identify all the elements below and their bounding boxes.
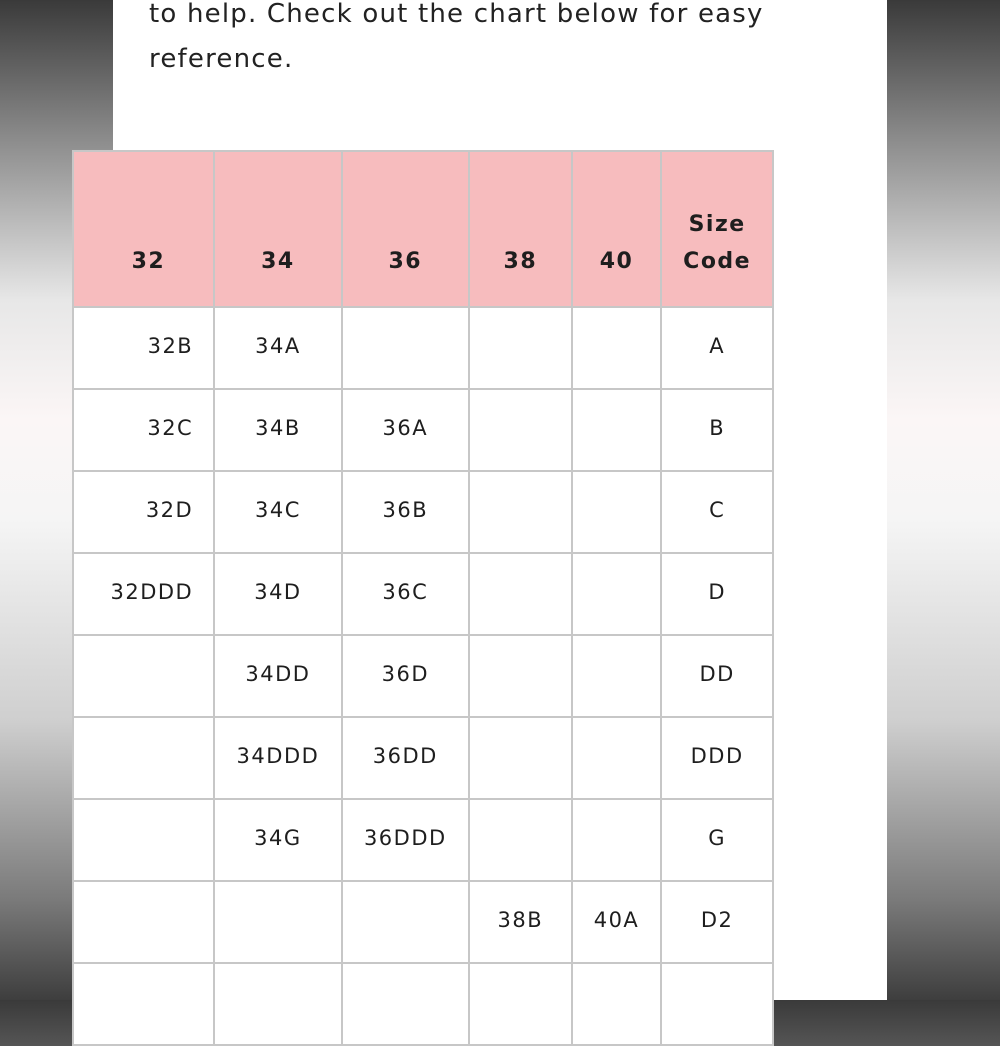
table-cell xyxy=(342,881,469,963)
blurred-backdrop-right xyxy=(887,0,1000,1000)
table-cell xyxy=(661,963,773,1045)
table-cell: 34DDD xyxy=(214,717,341,799)
table-cell xyxy=(214,881,341,963)
table-row xyxy=(73,471,773,553)
table-cell: 32D xyxy=(73,471,214,553)
table-cell: 36A xyxy=(342,389,469,471)
size-chart-header xyxy=(73,151,773,307)
header-band-32: 32 xyxy=(73,151,214,307)
table-cell xyxy=(572,799,662,881)
table-cell: 38B xyxy=(469,881,572,963)
header-band-36: 36 xyxy=(342,151,469,307)
table-cell: 36DDD xyxy=(342,799,469,881)
size-chart-container xyxy=(110,150,851,1000)
table-cell: A xyxy=(661,307,773,389)
table-cell: 36DD xyxy=(342,717,469,799)
table-cell: 34D xyxy=(214,553,341,635)
table-row xyxy=(73,717,773,799)
header-band-40: 40 xyxy=(572,151,662,307)
table-cell: 34C xyxy=(214,471,341,553)
table-row xyxy=(73,881,773,963)
table-cell: 32B xyxy=(73,307,214,389)
table-cell: 40A xyxy=(572,881,662,963)
table-cell xyxy=(342,307,469,389)
header-band-34: 34 xyxy=(214,151,341,307)
table-cell xyxy=(572,717,662,799)
table-cell: 32DDD xyxy=(73,553,214,635)
table-cell xyxy=(572,635,662,717)
table-cell xyxy=(73,881,214,963)
table-cell xyxy=(469,635,572,717)
size-chart-body xyxy=(73,307,773,1045)
table-cell xyxy=(214,963,341,1045)
intro-line-2: reference. xyxy=(149,44,294,74)
table-cell xyxy=(572,307,662,389)
size-chart-table xyxy=(72,150,774,1046)
table-cell: 36C xyxy=(342,553,469,635)
table-cell: 34G xyxy=(214,799,341,881)
table-cell: B xyxy=(661,389,773,471)
content-panel xyxy=(110,0,887,1000)
table-cell xyxy=(469,963,572,1045)
table-cell xyxy=(73,799,214,881)
table-cell xyxy=(469,471,572,553)
header-band-38: 38 xyxy=(469,151,572,307)
table-row xyxy=(73,799,773,881)
table-cell xyxy=(469,799,572,881)
table-cell xyxy=(73,717,214,799)
table-cell: 34A xyxy=(214,307,341,389)
table-cell xyxy=(469,389,572,471)
table-row xyxy=(73,635,773,717)
table-cell xyxy=(469,553,572,635)
table-cell: D2 xyxy=(661,881,773,963)
table-row xyxy=(73,553,773,635)
table-cell: 36B xyxy=(342,471,469,553)
table-cell xyxy=(73,963,214,1045)
header-row xyxy=(73,151,773,307)
table-row xyxy=(73,963,773,1045)
table-cell: 32C xyxy=(73,389,214,471)
table-cell xyxy=(469,717,572,799)
table-cell: 34DD xyxy=(214,635,341,717)
intro-line-1: to help. Check out the chart below for easy xyxy=(149,0,764,29)
intro-paragraph xyxy=(149,0,869,82)
table-cell xyxy=(342,963,469,1045)
table-cell: C xyxy=(661,471,773,553)
table-cell: D xyxy=(661,553,773,635)
table-cell: 36D xyxy=(342,635,469,717)
table-cell xyxy=(572,963,662,1045)
table-row xyxy=(73,389,773,471)
table-cell: DD xyxy=(661,635,773,717)
table-cell: 34B xyxy=(214,389,341,471)
table-cell xyxy=(572,553,662,635)
table-cell: G xyxy=(661,799,773,881)
table-cell xyxy=(469,307,572,389)
table-cell xyxy=(73,635,214,717)
table-cell xyxy=(572,471,662,553)
table-row xyxy=(73,307,773,389)
table-cell: DDD xyxy=(661,717,773,799)
table-cell xyxy=(572,389,662,471)
header-size-code: Size Code xyxy=(661,151,773,307)
